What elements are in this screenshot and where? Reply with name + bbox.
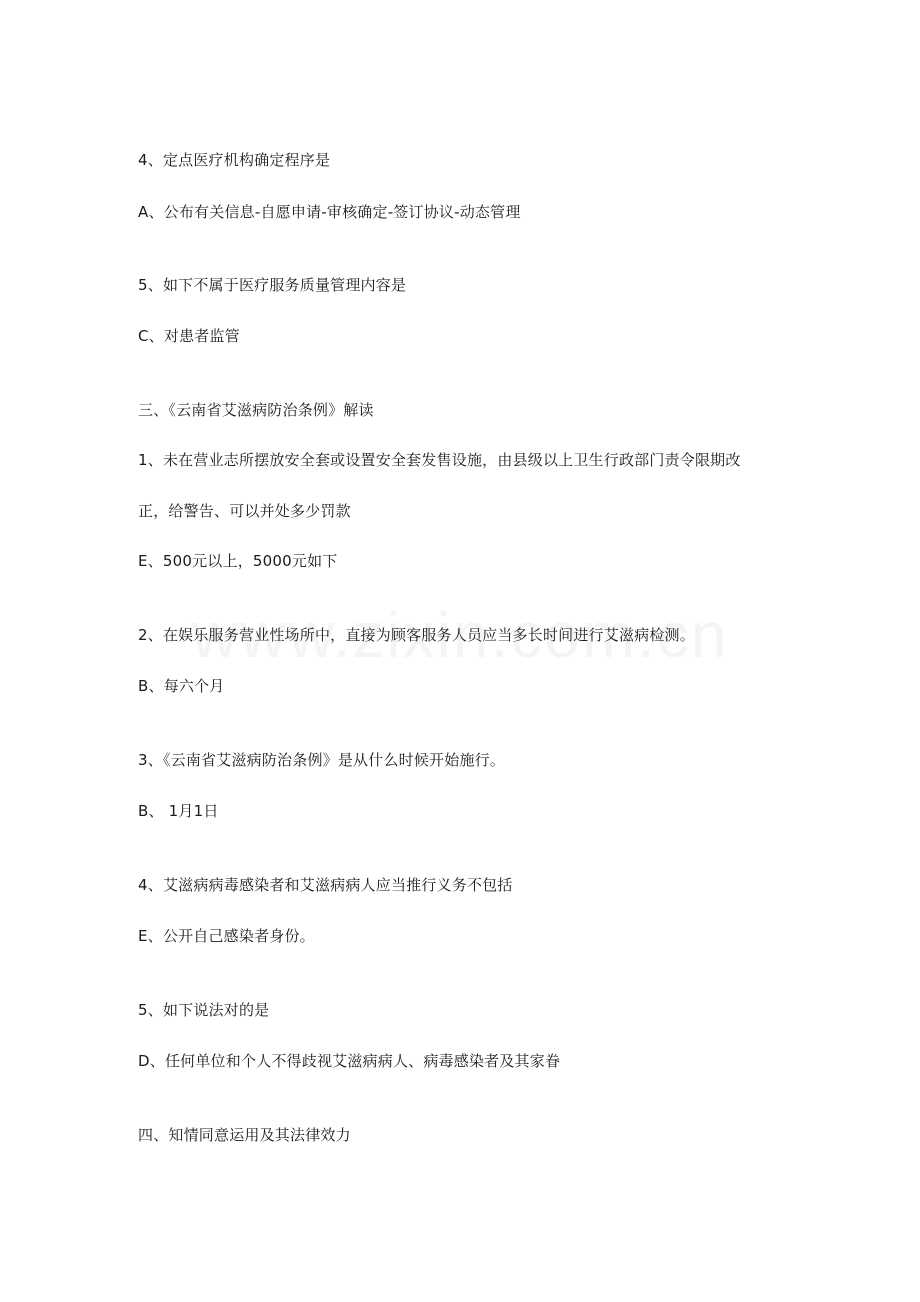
section-3-question-1-continued: 正，给警告、可以并处多少罚款	[138, 502, 351, 520]
section-3-answer-3: B、 1月1日	[138, 802, 219, 820]
section-3-answer-1: E、500元以上，5000元如下	[138, 552, 338, 570]
section-3-answer-2: B、每六个月	[138, 677, 225, 695]
answer-5: C、对患者监管	[138, 327, 240, 345]
section-3-question-3: 3、《云南省艾滋病防治条例》是从什么时候开始施行。	[138, 751, 506, 769]
question-4-definition: 4、定点医疗机构确定程序是	[138, 151, 331, 169]
answer-4: A、公布有关信息-自愿申请-审核确定-签订协议-动态管理	[138, 203, 521, 221]
section-3-question-1: 1、未在营业志所摆放安全套或设置安全套发售设施，由县级以上卫生行政部门责令限期改	[138, 451, 741, 469]
section-3-question-2: 2、在娱乐服务营业性场所中，直接为顾客服务人员应当多长时间进行艾滋病检测。	[138, 626, 695, 644]
section-3-heading: 三、《云南省艾滋病防治条例》解读	[138, 401, 374, 419]
section-3-question-5: 5、如下说法对的是	[138, 1001, 270, 1019]
question-5-quality: 5、如下不属于医疗服务质量管理内容是	[138, 276, 407, 294]
section-4-heading: 四、知情同意运用及其法律效力	[138, 1126, 351, 1144]
section-3-question-4: 4、艾滋病病毒感染者和艾滋病病人应当推行义务不包括	[138, 876, 513, 894]
section-3-answer-5: D、任何单位和个人不得歧视艾滋病病人、病毒感染者及其家眷	[138, 1052, 561, 1070]
section-3-answer-4: E、公开自己感染者身份。	[138, 927, 315, 945]
